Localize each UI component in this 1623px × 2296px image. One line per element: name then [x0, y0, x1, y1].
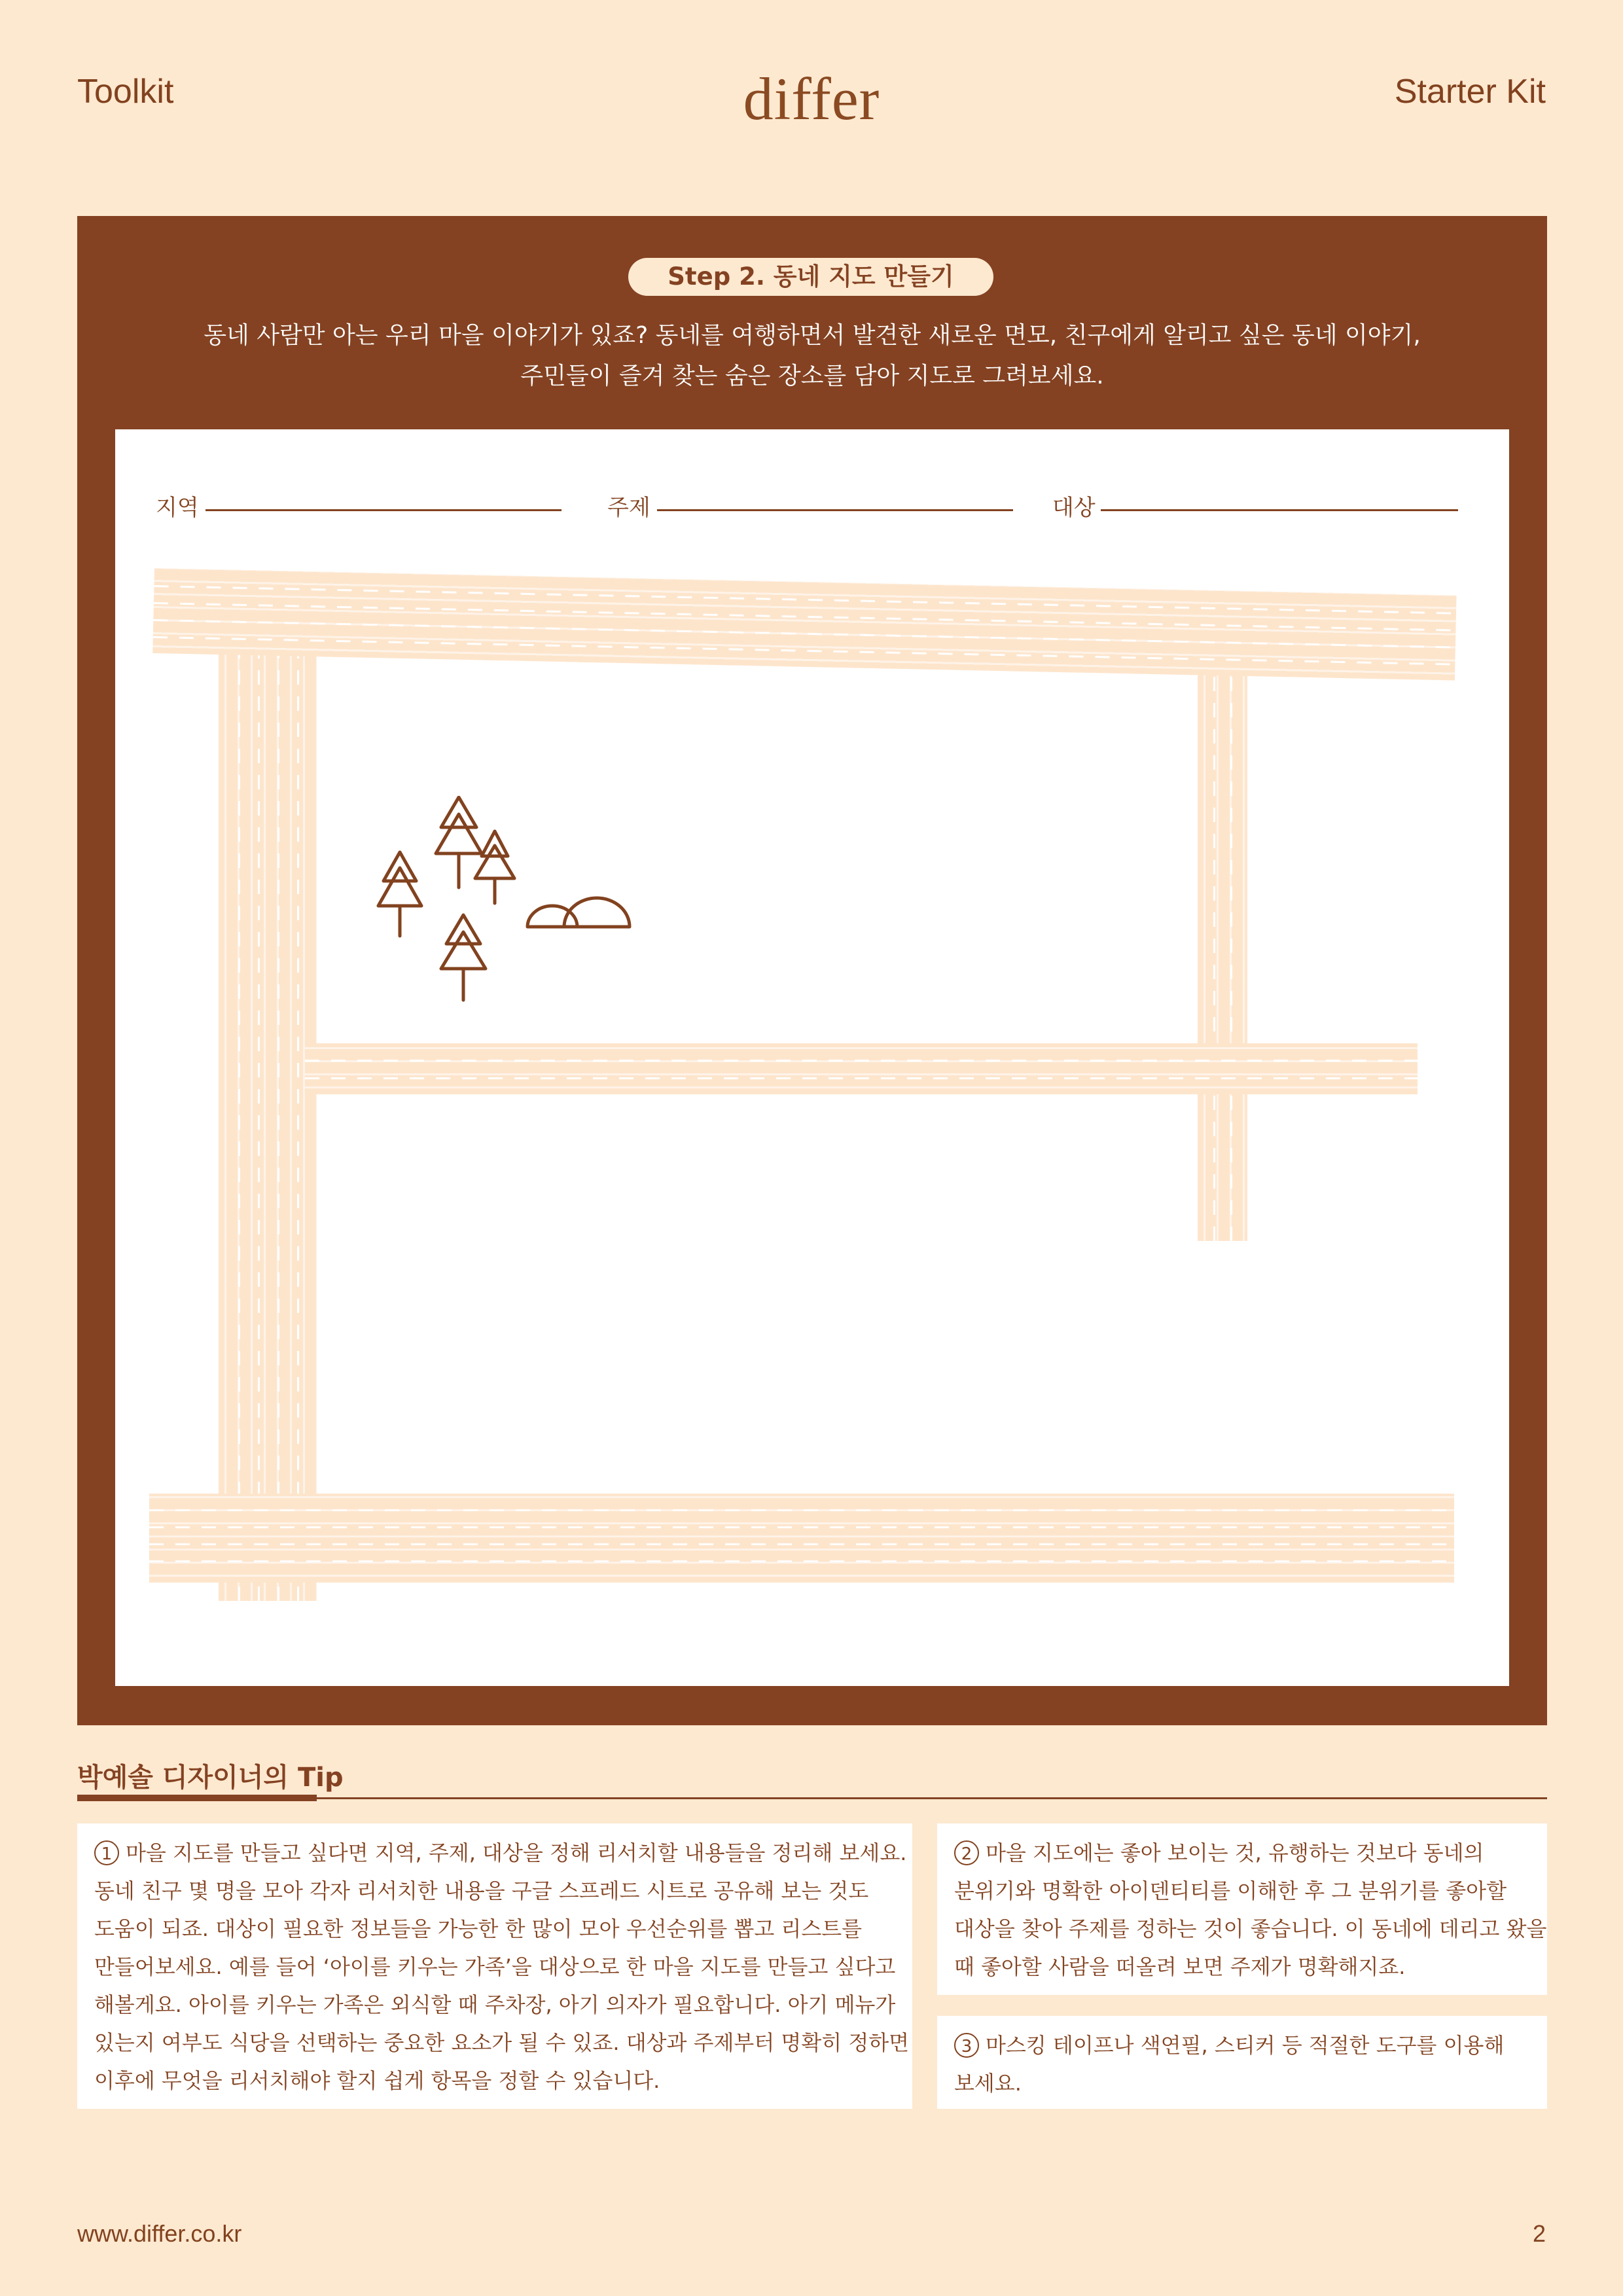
tip-divider-accent: [77, 1795, 317, 1801]
tip-card-1: [77, 1823, 912, 2109]
region-input-line[interactable]: [205, 509, 562, 511]
tip-number: 1: [94, 1840, 119, 1865]
header-starter-kit: Starter Kit: [1394, 73, 1546, 111]
map-worksheet: [115, 429, 1509, 1686]
tip-text: 마을 지도를 만들고 싶다면 지역, 주제, 대상을 정해 리서치할 내용들을 정리해 보세요.: [126, 1840, 907, 1865]
footer-url[interactable]: www.differ.co.kr: [77, 2220, 242, 2247]
header-toolkit: Toolkit: [77, 73, 174, 111]
tape-middle-horizontal: [305, 1043, 1418, 1094]
tip-text: 보세요.: [954, 2071, 1022, 2096]
field-label-region: 지역: [156, 495, 199, 521]
pine-tree-icon: [441, 915, 486, 1000]
topic-input-line[interactable]: [657, 509, 1013, 511]
tip-text: 이후에 무엇을 리서치해야 할지 쉽게 항목을 정할 수 있습니다.: [94, 2068, 660, 2093]
tip-number: 2: [954, 1840, 979, 1865]
step-title: Step 2. 동네 지도 만들기: [628, 258, 993, 296]
field-label-topic: 주제: [607, 495, 651, 521]
tip-text: 도움이 되죠. 대상이 필요한 정보들을 가능한 한 많이 모아 우선순위를 뽑고 리스트를: [94, 1916, 863, 1941]
tip-text: 있는지 여부도 식당을 선택하는 중요한 요소가 될 수 있죠. 대상과 주제부터 명확히 정하면: [94, 2030, 910, 2055]
target-input-line[interactable]: [1101, 509, 1458, 511]
step-intro: [77, 315, 1547, 397]
intro-line: 주민들이 즐겨 찾는 숨은 장소를 담아 지도로 그려보세요.: [520, 363, 1104, 389]
tip-text: 분위기와 명확한 아이덴티티를 이해한 후 그 분위기를 좋아할: [954, 1878, 1507, 1903]
map-illustration: [370, 796, 645, 1031]
pine-tree-icon: [436, 797, 482, 888]
tip-text: 마스킹 테이프나 색연필, 스티커 등 적절한 도구를 이용해: [986, 2033, 1505, 2058]
intro-line: 동네 사람만 아는 우리 마을 이야기가 있죠? 동네를 여행하면서 발견한 새로운 면모, 친구에게 알리고 싶은 동네 이야기,: [204, 322, 1421, 349]
pine-tree-icon: [378, 852, 421, 936]
field-label-target: 대상: [1052, 495, 1096, 521]
hill-icon: [527, 898, 630, 927]
tape-top-horizontal: [152, 568, 1456, 681]
tip-text: 만들어보세요. 예를 들어 ‘아이를 키우는 가족’을 대상으로 한 마을 지도를 만들고 싶다고: [94, 1954, 896, 1979]
tip-text: 해볼게요. 아이를 키우는 가족은 외식할 때 주차장, 아기 의자가 필요합니다. 아기 메뉴가: [94, 1992, 896, 2017]
step-panel: [77, 216, 1547, 1725]
tape-bottom-horizontal: [149, 1494, 1454, 1583]
tip-text: 때 좋아할 사람을 떠올려 보면 주제가 명확해지죠.: [954, 1954, 1406, 1979]
tip-card-3: [937, 2016, 1547, 2109]
differ-logo: differ: [743, 65, 880, 132]
page-number: 2: [1532, 2220, 1546, 2247]
tip-text: 동네 친구 몇 명을 모아 각자 리서치한 내용을 구글 스프레드 시트로 공유해 보는 것도: [94, 1878, 869, 1903]
pine-tree-icon: [475, 831, 514, 903]
tip-text: 대상을 찾아 주제를 정하는 것이 좋습니다. 이 동네에 데리고 왔을: [954, 1916, 1547, 1941]
tape-left-vertical: [219, 626, 317, 1601]
tape-right-vertical: [1198, 672, 1247, 1241]
tip-card-2: [937, 1823, 1547, 1995]
tip-text: 마을 지도에는 좋아 보이는 것, 유행하는 것보다 동네의: [986, 1840, 1484, 1865]
tip-heading: 박예솔 디자이너의 Tip: [77, 1763, 344, 1793]
tip-number: 3: [954, 2033, 979, 2058]
